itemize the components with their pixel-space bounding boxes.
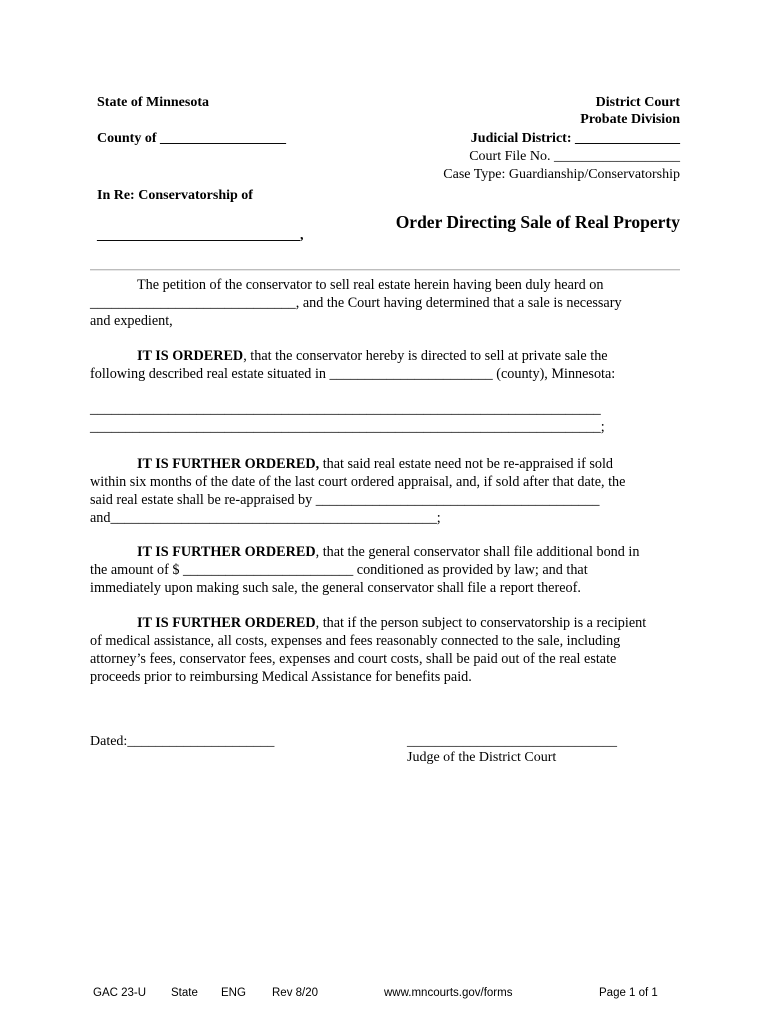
petition-line-1: The petition of the conservator to sell real estate herein having been duly heard on	[137, 277, 604, 293]
ordered-line-1: , that the conservator hereby is directed to sell at private sale the	[243, 348, 608, 364]
reappraisal-line-2: within six months of the date of the last court ordered appraisal, and, if sold after that date, the	[90, 474, 626, 490]
ordered-paragraph	[90, 347, 680, 383]
petition-paragraph	[90, 276, 680, 330]
footer-url[interactable]: www.mncourts.gov/forms	[384, 987, 513, 999]
footer-revision: Rev 8/20	[272, 987, 319, 999]
division-label: Probate Division	[580, 112, 680, 127]
judge-signature-line: ______________________________	[407, 734, 617, 749]
reappraisal-lead: IT IS FURTHER ORDERED,	[137, 456, 320, 472]
judicial-district-field: Judicial District: _______________	[470, 131, 680, 146]
footer-form-id: GAC 23-U	[93, 987, 147, 999]
bond-line-1: , that the general conservator shall file additional bond in	[315, 544, 640, 560]
medical-assistance-paragraph	[90, 614, 680, 686]
reappraisal-paragraph	[90, 455, 680, 527]
footer-jurisdiction: State	[171, 987, 198, 999]
bond-lead: IT IS FURTHER ORDERED	[137, 544, 316, 560]
bond-line-3: immediately upon making such sale, the general conservator shall file a report thereof.	[90, 580, 581, 596]
ordered-lead: IT IS ORDERED	[137, 348, 244, 364]
property-line-2: ________________________________________________________________________;	[90, 419, 605, 435]
reappraisal-line-3: said real estate shall be re-appraised by ________________________________________	[90, 492, 600, 508]
county-field: County of __________________	[97, 131, 287, 146]
conservatee-name-line: _____________________________,	[97, 228, 304, 243]
dated-field: Dated:_____________________	[90, 734, 275, 749]
court-label: District Court	[595, 95, 680, 110]
case-type-label: Case Type: Guardianship/Conservatorship	[443, 167, 680, 182]
document-title: Order Directing Sale of Real Property	[395, 212, 680, 232]
property-description-lines	[90, 400, 680, 436]
reappraisal-line-4: and______________________________________________;	[90, 510, 441, 526]
bond-paragraph	[90, 543, 680, 597]
judge-label: Judge of the District Court	[407, 750, 557, 765]
property-line-1: ________________________________________________________________________	[90, 401, 601, 417]
medical-assistance-line-4: proceeds prior to reimbursing Medical Assistance for benefits paid.	[90, 669, 472, 685]
footer-page-number: Page 1 of 1	[599, 987, 658, 999]
footer-language: ENG	[221, 987, 246, 999]
medical-assistance-line-2: of medical assistance, all costs, expenses and fees reasonably connected to the sale, including	[90, 633, 621, 649]
medical-assistance-line-1: , that if the person subject to conservatorship is a recipient	[315, 615, 647, 631]
in-re-label: In Re: Conservatorship of	[97, 188, 253, 203]
petition-line-3: and expedient,	[90, 313, 173, 329]
reappraisal-line-1: that said real estate need not be re-appraised if sold	[319, 456, 614, 472]
medical-assistance-lead: IT IS FURTHER ORDERED	[137, 615, 316, 631]
medical-assistance-line-3: attorney’s fees, conservator fees, expenses and court costs, shall be paid out of the real estate	[90, 651, 617, 667]
bond-line-2: the amount of $ ________________________ conditioned as provided by law; and that	[90, 562, 588, 578]
petition-line-2: _____________________________, and the Court having determined that a sale is necessary	[90, 295, 622, 311]
header-divider	[90, 269, 680, 271]
state-label: State of Minnesota	[97, 95, 209, 110]
ordered-line-2: following described real estate situated in _______________________ (county), Minnesota:	[90, 366, 616, 382]
court-file-number-field: Court File No. __________________	[469, 149, 680, 164]
